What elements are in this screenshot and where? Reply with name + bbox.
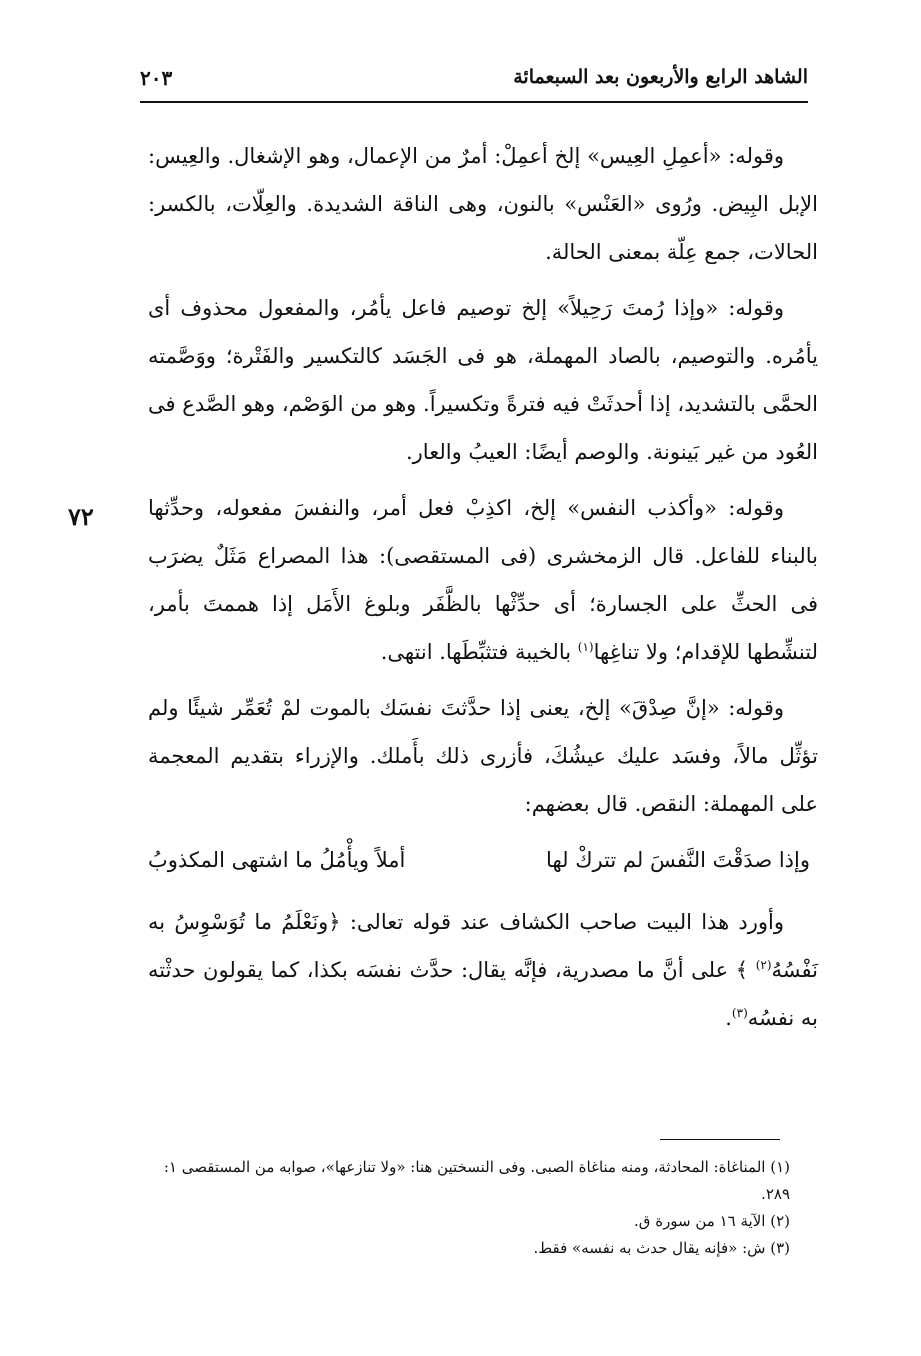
header-rule bbox=[140, 101, 808, 103]
page-header bbox=[140, 62, 808, 98]
paragraph-2: وقوله: «وإذا رُمتَ رَحِيلاً» إلخ توصيم فاعل يأمُر، والمفعول محذوف أى يأمُره. والتوصيم، بالصاد المهملة، هو فى الجَسَد كالتكسير والفَتْرة؛ ووَصَّمته الحمَّى بالتشديد، إذا أحدثَتْ فيه فترةً وتكسيراً. وهو من الوَصْم، وهو الصَّدع فى العُود من غير بَينونة. والوصم أيضًا: العيبُ والعار. bbox=[148, 296, 818, 464]
verse-second-hemistich: أملاً ويأْمُلُ ما اشتهى المكذوبُ bbox=[148, 848, 406, 872]
running-title: الشاهد الرابع والأربعون بعد السبعمائة bbox=[513, 66, 808, 88]
footnotes bbox=[140, 1154, 808, 1262]
footnote-marker-1: (١) bbox=[577, 640, 594, 654]
paragraph-5-cont: ﴾ على أنَّ ما مصدرية، فإنَّه يقال: حدَّث نفسَه بكذا، كما يقولون حدثْته به نفسُه bbox=[148, 958, 818, 1030]
paragraph-1: وقوله: «أعمِلِ العِيس» إلخ أعمِلْ: أمرٌ من الإعمال، وهو الإشغال. والعِيس: الإبل البِيض. ورُوى «العَنْس» بالنون، وهى الناقة الشديدة. والعِلّات، بالكسر: الحالات، جمع عِلّة بمعنى الحالة. bbox=[148, 144, 818, 264]
margin-number: ٧٢ bbox=[68, 502, 94, 531]
paragraph-5 bbox=[148, 898, 818, 1042]
paragraph-3-end: بالخيبة فتثبِّطَها. انتهى. bbox=[380, 640, 572, 664]
footnote-rule bbox=[660, 1139, 780, 1140]
footnote-3: (٣) ش: «فإنه يقال حدث به نفسه» فقط. bbox=[533, 1239, 790, 1257]
paragraph-3 bbox=[148, 484, 818, 676]
paragraph-5-text: وأورد هذا البيت صاحب الكشاف عند قوله تعالى: ﴿ونَعْلَمُ ما تُوَسْوِسُ به نَفْسُهُ bbox=[148, 910, 818, 982]
verse-first-hemistich: وإذا صدَقْتَ النَّفسَ لم تتركْ لها bbox=[546, 848, 810, 872]
footnote-marker-2: (٢) bbox=[755, 958, 772, 972]
poetry-verse bbox=[148, 836, 818, 884]
footnote-2: (٢) الآية ١٦ من سورة ق. bbox=[634, 1212, 790, 1230]
paragraph-3-text: وقوله: «وأكذب النفس» إلخ، اكذِبْ فعل أمر، والنفسَ مفعوله، وحدِّثها بالبناء للفاعل. قال الزمخشرى (فى المستقصى): هذا المصراع مَثَلٌ يضرَب فى الحثِّ على الجسارة؛ أى حدِّثْها بالظَّفَر وبلوغ الأَمَل إذا هممتَ بأمر، لتنشِّطها للإقدام؛ ولا تناغِها bbox=[148, 496, 818, 664]
footnote-marker-3: (٣) bbox=[731, 1006, 748, 1020]
paragraph-5-end: . bbox=[725, 1006, 732, 1030]
paragraph-4: وقوله: «إنَّ صِدْقَ» إلخ، يعنى إذا حدَّثتَ نفسَك بالموت لمْ تُعَمِّر شيئًا ولم تؤثِّل مالاً، وفسَد عليك عيشُكَ، فأزرى ذلك بأَملك. والإزراء بتقديم المعجمة على المهملة: النقص. قال بعضهم: bbox=[148, 696, 818, 816]
main-text bbox=[148, 132, 818, 1050]
page-number: ٢٠٣ bbox=[140, 66, 173, 90]
footnote-1: (١) المناغاة: المحادثة، ومنه مناغاة الصبى. وفى النسختين هنا: «ولا تنازعها»، صوابه من المستقصى ١: ٢٨٩. bbox=[163, 1158, 790, 1203]
